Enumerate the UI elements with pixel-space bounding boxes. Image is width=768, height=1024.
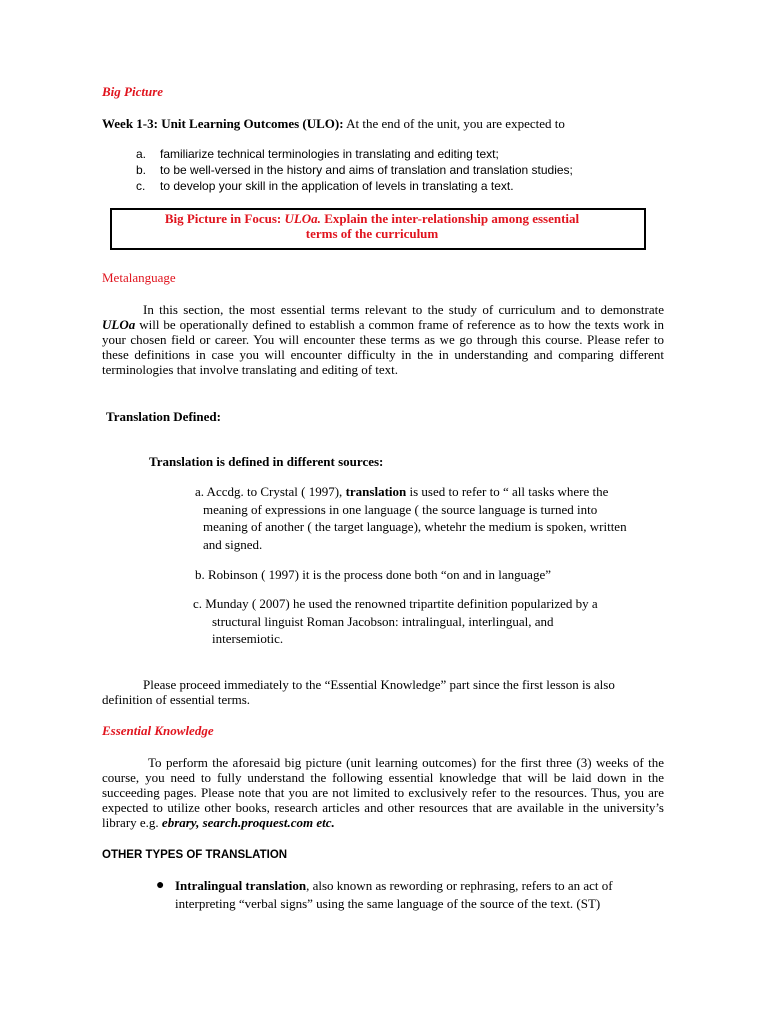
translation-defined-subheading: Translation is defined in different sources:: [149, 454, 384, 469]
definition-a-line2: meaning of expressions in one language ( the source language is turned into: [203, 501, 598, 517]
definition-c-line3: intersemiotic.: [212, 631, 284, 646]
essential-knowledge-heading: Essential Knowledge: [102, 723, 214, 738]
definition-a: [195, 483, 675, 553]
metalanguage-p2: will be operationally defined to establish a common frame of reference as to how the texts work in your chosen field or career. You will encounter these terms as we go through this course. Please refer to these definitions in case you will encounter difficulty in the in understanding and comparing different terminologies that involve translating and editing of text.: [102, 317, 664, 377]
focus-line1-rest: Explain the inter-relationship among essential: [320, 211, 580, 226]
intralingual-bold: Intralingual translation: [175, 878, 307, 893]
week-ulo-text: At the end of the unit, you are expected to: [343, 116, 565, 131]
focus-text: [112, 211, 632, 241]
metalanguage-ulo: ULOa: [102, 317, 136, 332]
definition-a-pre: a. Accdg. to Crystal ( 1997),: [195, 484, 346, 499]
ulo-item-c: [136, 178, 514, 194]
bullet-dot-icon: ●: [156, 878, 165, 893]
ulo-text: to develop your skill in the application of levels in translating a text.: [160, 179, 514, 193]
week-ulo-line: [102, 116, 662, 131]
definition-a-line3: meaning of another ( the target language), whetehr the medium is spoken, written: [203, 519, 627, 534]
definition-b: b. Robinson ( 1997) it is the process done both “on and in language”: [195, 567, 551, 582]
ulo-text: familiarize technical terminologies in translating and editing text;: [160, 147, 499, 161]
other-types-heading: OTHER TYPES OF TRANSLATION: [102, 849, 288, 861]
definition-a-bold: translation: [345, 484, 407, 499]
ulo-marker: a.: [136, 147, 147, 161]
essential-knowledge-paragraph: [102, 755, 664, 830]
definition-c: [193, 595, 673, 648]
essential-p-text: To perform the aforesaid big picture (unit learning outcomes) for the first three (3) weeks of the course, you need to fully understand the following essential knowledge that will be laid down in the succeeding pages. Please note that you are not limited to exclusively refer to the resources. Thus, you are expected to utilize other books, research articles and other resources that are available in the university’s library e.g.: [102, 755, 664, 830]
intralingual-bullet: [175, 877, 665, 913]
big-picture-heading: Big Picture: [102, 84, 164, 99]
ulo-text: to be well-versed in the history and aims of translation and translation studies;: [160, 163, 573, 177]
focus-ulo: ULOa.: [284, 211, 321, 226]
metalanguage-p1: In this section, the most essential terms relevant to the study of curriculum and to demonstrate: [143, 302, 664, 317]
ulo-item-b: [136, 162, 573, 178]
ulo-marker: b.: [136, 163, 147, 177]
proceed-paragraph: Please proceed immediately to the “Essential Knowledge” part since the first lesson is also definition of essential terms.: [102, 677, 615, 707]
ulo-marker: c.: [136, 179, 146, 193]
ulo-item-a: [136, 146, 499, 162]
definition-a-line4: and signed.: [203, 536, 263, 552]
week-ulo-label: Week 1-3: Unit Learning Outcomes (ULO):: [102, 116, 344, 131]
essential-p-links: ebrary, search.proquest.com etc.: [161, 815, 335, 830]
focus-line2: terms of the curriculum: [305, 226, 439, 241]
focus-prefix: Big Picture in Focus:: [164, 211, 285, 226]
definition-a-rest1: is used to refer to “ all tasks where the: [406, 484, 609, 499]
definition-c-line2: structural linguist Roman Jacobson: intralingual, interlingual, and: [212, 613, 554, 629]
metalanguage-heading: Metalanguage: [102, 270, 176, 285]
intralingual-rest: , also known as rewording or rephrasing, refers to an act of interpreting “verbal signs” using the same language of the source of the text. (ST): [175, 878, 613, 911]
translation-defined-heading: Translation Defined:: [106, 409, 221, 424]
definition-c-line1: c. Munday ( 2007) he used the renowned tripartite definition popularized by a: [193, 596, 598, 611]
metalanguage-paragraph: [102, 302, 664, 377]
